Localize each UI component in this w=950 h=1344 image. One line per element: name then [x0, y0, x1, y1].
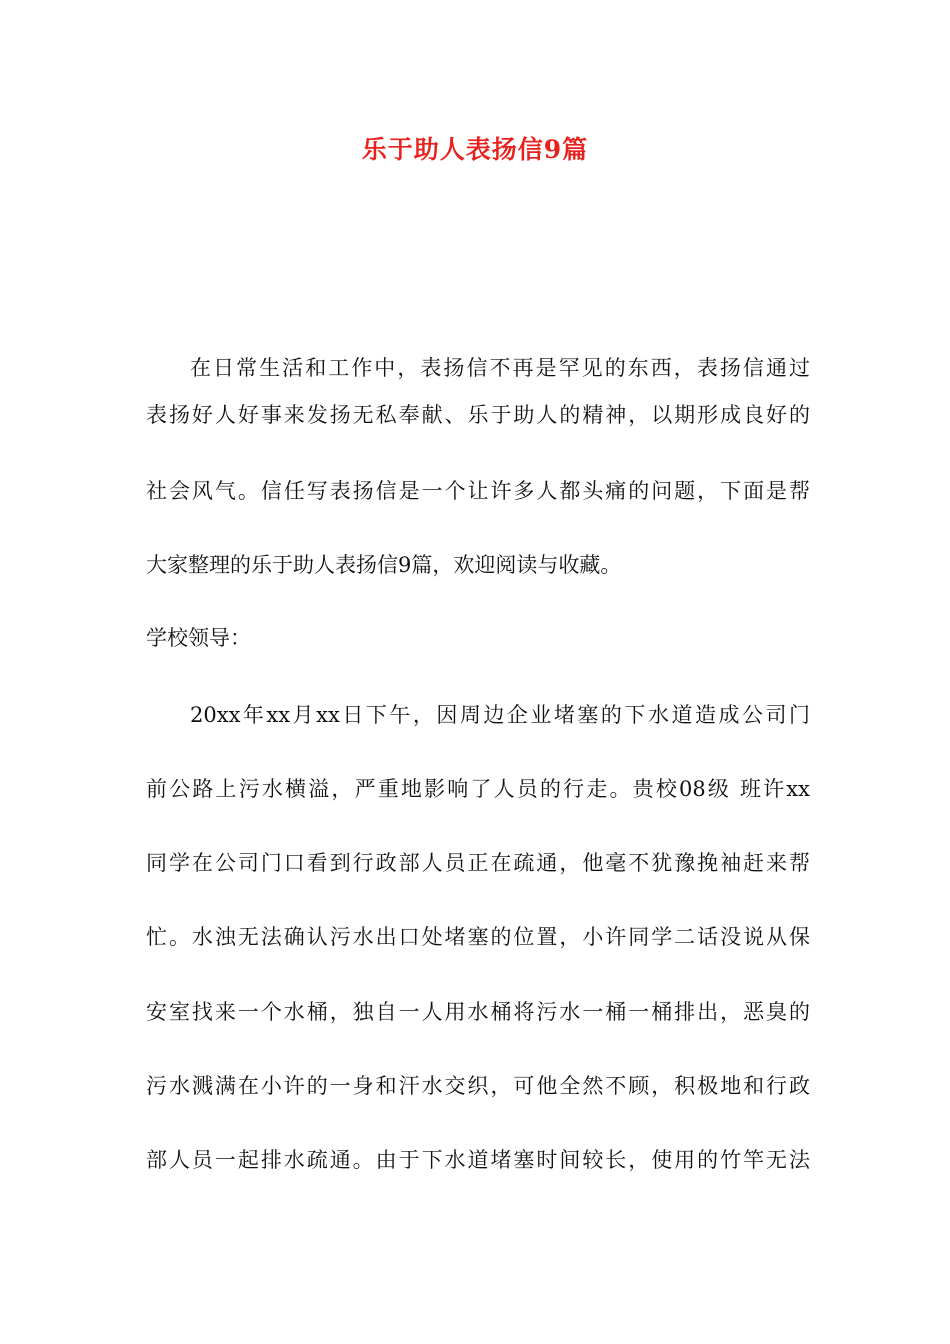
paragraph-line-12: 部人员一起排水疏通。由于下水道堵塞时间较长，使用的竹竿无法	[146, 1148, 810, 1172]
paragraph-line-4: 大家整理的乐于助人表扬信9篇，欢迎阅读与收藏。	[146, 553, 622, 577]
paragraph-line-9: 忙。水浊无法确认污水出口处堵塞的位置，小许同学二话没说从保	[146, 925, 810, 949]
paragraph-line-2: 表扬好人好事来发扬无私奉献、乐于助人的精神，以期形成良好的	[146, 403, 810, 427]
paragraph-line-10: 安室找来一个水桶，独自一人用水桶将污水一桶一桶排出，恶臭的	[146, 1000, 810, 1024]
paragraph-line-3: 社会风气。信任写表扬信是一个让许多人都头痛的问题，下面是帮	[146, 479, 810, 503]
salutation-line: 学校领导：	[146, 626, 251, 650]
paragraph-line-11: 污水溅满在小许的一身和汗水交织，可他全然不顾，积极地和行政	[146, 1074, 810, 1098]
paragraph-line-8: 同学在公司门口看到行政部人员正在疏通，他毫不犹豫挽袖赶来帮	[146, 851, 810, 875]
paragraph-line-1: 在日常生活和工作中，表扬信不再是罕见的东西，表扬信通过	[190, 356, 810, 380]
document-title: 乐于助人表扬信9篇	[361, 135, 589, 164]
paragraph-line-6: 20xx年xx月xx日下午，因周边企业堵塞的下水道造成公司门	[190, 703, 810, 727]
paragraph-line-7: 前公路上污水横溢，严重地影响了人员的行走。贵校08级 班许xx	[146, 777, 810, 801]
